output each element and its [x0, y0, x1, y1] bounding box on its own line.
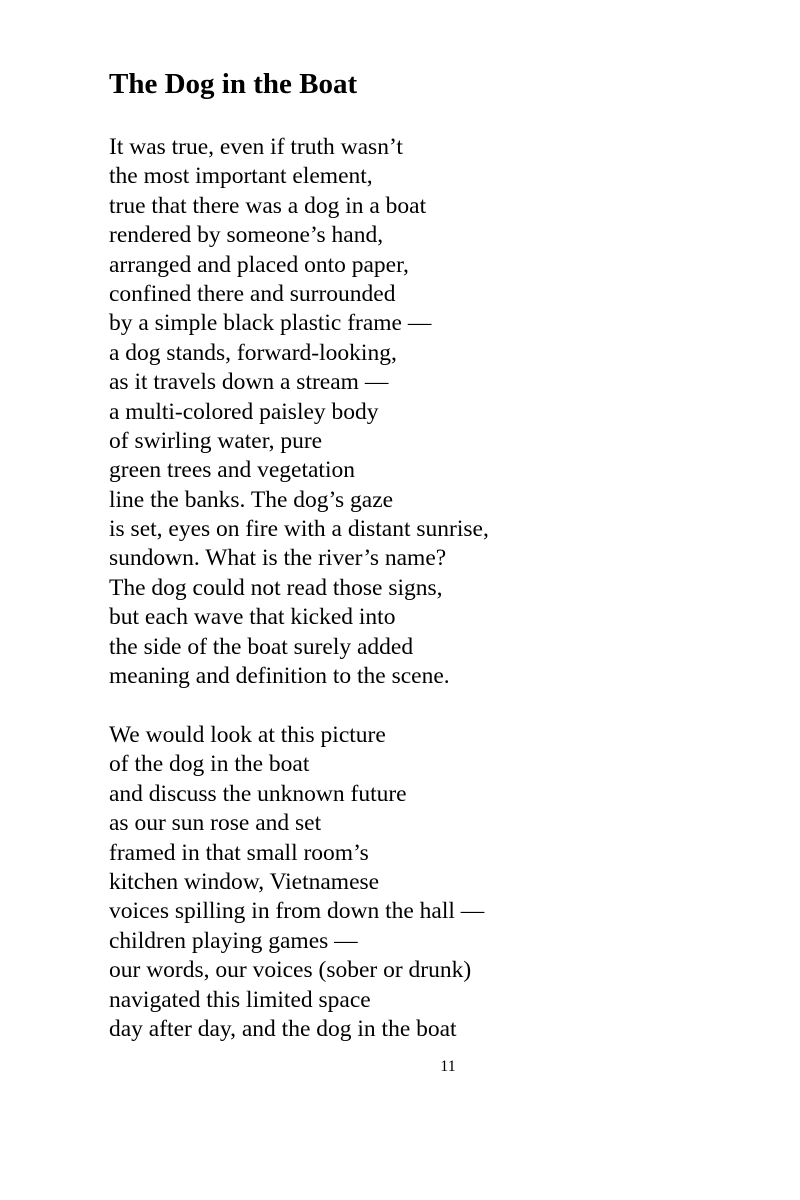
poem-line: framed in that small room’s — [109, 839, 369, 866]
poem-line: of the dog in the boat — [109, 751, 310, 778]
poem-line: confined there and surrounded — [109, 280, 396, 307]
poem-line: true that there was a dog in a boat — [109, 192, 427, 219]
poem-line: is set, eyes on fire with a distant sunrise, — [109, 516, 489, 543]
poem-line: as our sun rose and set — [109, 810, 322, 837]
poem-line: green trees and vegetation — [109, 457, 355, 484]
poem-line: the most important element, — [109, 163, 373, 190]
poem-title: The Dog in the Boat — [109, 68, 358, 100]
page-number: 11 — [440, 1058, 456, 1075]
poem-line: our words, our voices (sober or drunk) — [109, 957, 472, 984]
poem-line: by a simple black plastic frame — — [109, 310, 432, 337]
poem-line: The dog could not read those signs, — [109, 574, 443, 601]
poem-line: line the banks. The dog’s gaze — [109, 486, 394, 513]
poem-line: day after day, and the dog in the boat — [109, 1015, 457, 1042]
poem-line: We would look at this picture — [109, 722, 386, 748]
poem-line: arranged and placed onto paper, — [109, 251, 409, 278]
stanza-2 — [109, 721, 484, 1044]
poem-line: navigated this limited space — [109, 986, 371, 1013]
poem-line: meaning and definition to the scene. — [109, 663, 450, 690]
poem-line: voices spilling in from down the hall — — [109, 898, 485, 925]
poem-line: sundown. What is the river’s name? — [109, 545, 447, 572]
poem-line: a multi-colored paisley body — [109, 398, 379, 425]
poem-line: and discuss the unknown future — [109, 780, 407, 807]
poem-line: a dog stands, forward-looking, — [109, 339, 397, 366]
poem-line: as it travels down a stream — — [109, 369, 389, 396]
poem-line: of swirling water, pure — [109, 427, 323, 454]
poem-line: the side of the boat surely added — [109, 633, 414, 660]
poem-line: kitchen window, Vietnamese — [109, 868, 380, 895]
poem-line: rendered by someone’s hand, — [109, 222, 384, 249]
poem-line: children playing games — — [109, 927, 358, 954]
poem-line: but each wave that kicked into — [109, 604, 396, 631]
poem-line: It was true, even if truth wasn’t — [109, 134, 403, 160]
stanza-1 — [109, 133, 489, 691]
